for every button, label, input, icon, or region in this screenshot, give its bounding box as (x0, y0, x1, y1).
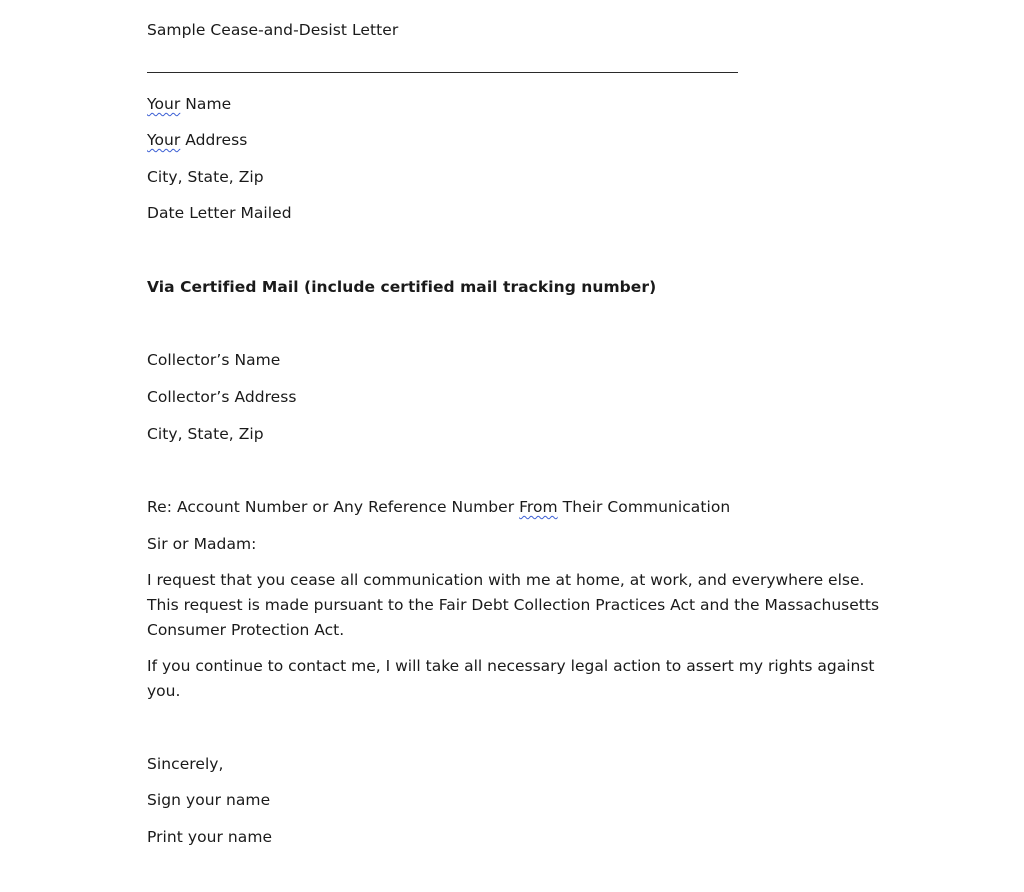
recipient-name: Collector’s Name (147, 351, 281, 369)
salutation: Sir or Madam: (147, 535, 257, 553)
reference-line-start: Re: Account Number or Any Reference Number (147, 498, 520, 516)
spellcheck-flagged-word[interactable]: Your (147, 95, 181, 113)
letter-date: Date Letter Mailed (147, 204, 292, 222)
document-title: Sample Cease-and-Desist Letter (147, 21, 399, 39)
reference-line-end: Their Communication (557, 498, 731, 516)
printed-name-placeholder: Print your name (147, 828, 273, 846)
body-paragraph-line: If you continue to contact me, I will take all necessary legal action to assert my rights against (147, 657, 875, 675)
body-paragraph-line: This request is made pursuant to the Fair Debt Collection Practices Act and the Massachusetts (147, 596, 880, 614)
spellcheck-flagged-word[interactable]: Your (147, 131, 181, 149)
body-paragraph-line: I request that you cease all communication with me at home, at work, and everywhere else. (147, 571, 865, 589)
sender-name-text: Name (180, 95, 232, 113)
body-paragraph-line: Consumer Protection Act. (147, 621, 345, 639)
sender-city-state-zip: City, State, Zip (147, 168, 264, 186)
reference-line (147, 495, 730, 520)
recipient-address: Collector’s Address (147, 388, 297, 406)
sender-address (147, 128, 247, 153)
title-divider (147, 72, 738, 73)
body-paragraph-line: you. (147, 682, 181, 700)
closing: Sincerely, (147, 755, 224, 773)
body-paragraph-2 (147, 654, 887, 704)
sender-name (147, 92, 231, 117)
signature-placeholder: Sign your name (147, 791, 271, 809)
sender-address-text: Address (180, 131, 248, 149)
delivery-method: Via Certified Mail (include certified mail tracking number) (147, 278, 657, 296)
body-paragraph-1 (147, 568, 887, 643)
recipient-city-state-zip: City, State, Zip (147, 425, 264, 443)
spellcheck-flagged-word[interactable]: From (519, 498, 558, 516)
